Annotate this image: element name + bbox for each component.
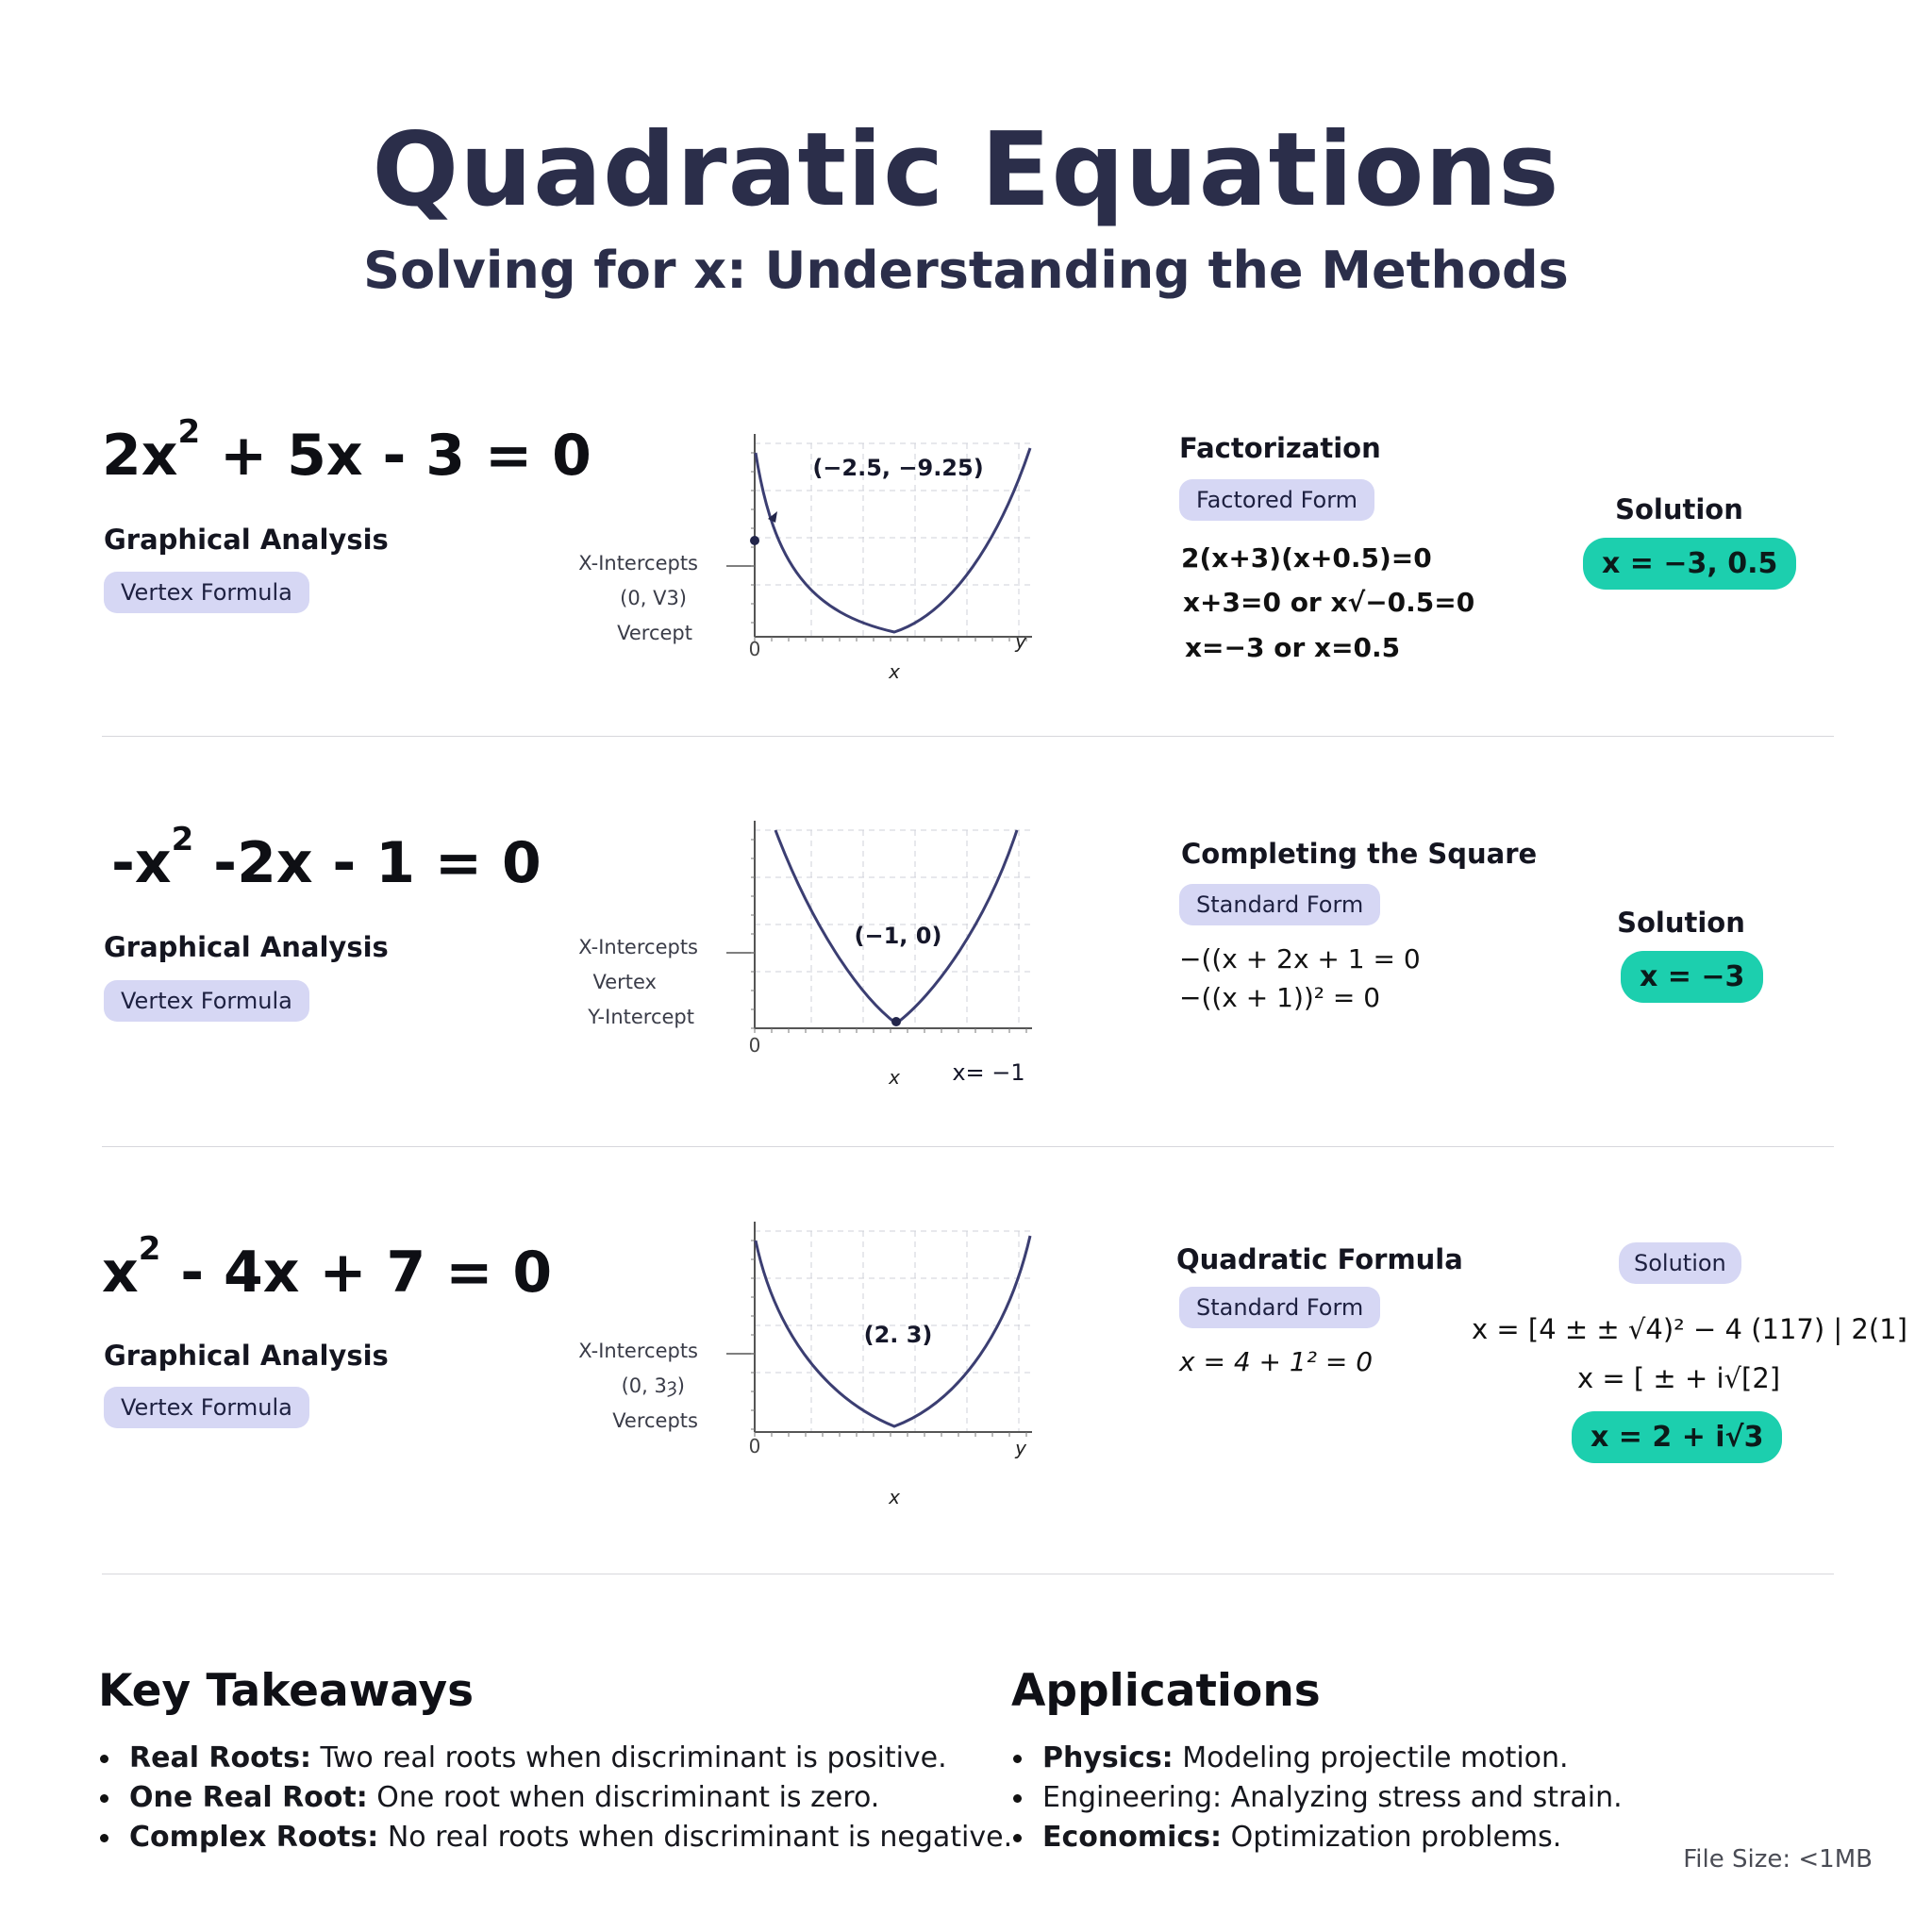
vertex-formula-pill: Vertex Formula (104, 1387, 309, 1428)
method-heading: Factorization (1179, 432, 1381, 464)
side-label: (0, 3ȝ) (621, 1374, 685, 1397)
side-label: Vertex (592, 971, 657, 993)
page-subtitle: Solving for x: Understanding the Methods (363, 241, 1569, 300)
step-line: x=−3 or x=0.5 (1185, 632, 1401, 663)
method-heading: Quadratic Formula (1176, 1243, 1463, 1275)
y-axis-label: y (1015, 1437, 1026, 1459)
vertex-dot (891, 1017, 901, 1026)
side-label: Y-Intercept (588, 1006, 694, 1028)
side-label: X-Intercepts (578, 552, 698, 575)
applications-title: Applications (1011, 1665, 1321, 1717)
origin-label: 0 (748, 1034, 761, 1057)
parabola-graph-1 (717, 434, 1057, 708)
page-title: Quadratic Equations (372, 111, 1560, 229)
takeaway-item: Real Roots: Two real roots when discriminant is positive. (98, 1739, 1012, 1778)
solution-formula-line: x = [ ± + i√[2] (1577, 1362, 1781, 1394)
side-label: X-Intercepts (578, 936, 698, 958)
key-takeaways-list (98, 1739, 1012, 1857)
parabola-graph-3 (717, 1222, 1057, 1508)
step-line: −((x + 1))² = 0 (1179, 982, 1381, 1013)
step-line: 2(x+3)(x+0.5)=0 (1181, 542, 1432, 574)
solution-formula-line: x = [4 ± ± √4)² − 4 (117) | 2(1] (1472, 1313, 1907, 1345)
solution-label-pill: Solution (1619, 1242, 1741, 1284)
graph-side-labels (538, 1334, 698, 1439)
takeaway-item: One Real Root: One root when discriminant is zero. (98, 1778, 1012, 1818)
file-size-note: File Size: <1MB (1683, 1845, 1873, 1874)
intercept-dot (750, 536, 759, 545)
applications-list (1011, 1739, 1623, 1857)
side-label: X-Intercepts (578, 1340, 698, 1362)
method-heading: Completing the Square (1181, 838, 1538, 870)
graph-side-labels (538, 546, 698, 651)
vertex-annotation: (−2.5, −9.25) (812, 455, 984, 481)
vertex-annotation: (2. 3) (863, 1322, 933, 1348)
step-line: x = 4 + 1² = 0 (1179, 1346, 1374, 1377)
y-axis-label: y (1015, 630, 1026, 653)
vertex-formula-pill: Vertex Formula (104, 572, 309, 613)
step-line: −((x + 2x + 1 = 0 (1179, 943, 1421, 974)
equation-1: $2x^2 + 5x - 3 = 0$ (102, 413, 591, 489)
x-axis-label: x (889, 1066, 900, 1089)
solution-badge: x = −3, 0.5 (1583, 538, 1796, 590)
solution-badge: x = −3 (1621, 951, 1763, 1003)
standard-form-pill: Standard Form (1179, 884, 1380, 925)
side-label: (0, V3) (620, 587, 687, 609)
equation-2: $-x^2$ -2x - 1 = 0 (111, 821, 541, 896)
x-axis-label: x (889, 1486, 900, 1508)
graphical-analysis-heading: Graphical Analysis (104, 931, 389, 963)
row-divider (102, 1146, 1834, 1147)
graphical-analysis-heading: Graphical Analysis (104, 1340, 389, 1372)
equation-3: $x^2 - 4x + 7 = 0$ (102, 1230, 553, 1306)
graphical-analysis-heading: Graphical Analysis (104, 524, 389, 556)
takeaway-item: Complex Roots: No real roots when discriminant is negative. (98, 1818, 1012, 1857)
solution-label: Solution (1617, 907, 1745, 939)
row-divider (102, 736, 1834, 737)
vertex-formula-pill: Vertex Formula (104, 980, 309, 1022)
origin-label: 0 (748, 638, 761, 660)
solution-label: Solution (1615, 493, 1743, 525)
x-axis-label: x (889, 660, 900, 683)
key-takeaways-title: Key Takeaways (98, 1665, 475, 1717)
step-line: x+3=0 or x√−0.5=0 (1183, 587, 1475, 618)
axis-of-symmetry-label: x= −1 (952, 1059, 1025, 1086)
origin-label: 0 (748, 1435, 761, 1457)
parabola-graph-2 (717, 821, 1057, 1094)
solution-badge: x = 2 + i√3 (1572, 1411, 1782, 1463)
factored-form-pill: Factored Form (1179, 479, 1374, 521)
application-item: Economics: Optimization problems. (1011, 1818, 1623, 1857)
vertex-annotation: (−1, 0) (854, 923, 942, 949)
application-item: Physics: Modeling projectile motion. (1011, 1739, 1623, 1778)
side-label: Vercepts (612, 1409, 698, 1432)
graph-side-labels (538, 930, 698, 1035)
side-label: Vercept (617, 622, 692, 644)
application-item: Engineering: Analyzing stress and strain. (1011, 1778, 1623, 1818)
standard-form-pill: Standard Form (1179, 1287, 1380, 1328)
